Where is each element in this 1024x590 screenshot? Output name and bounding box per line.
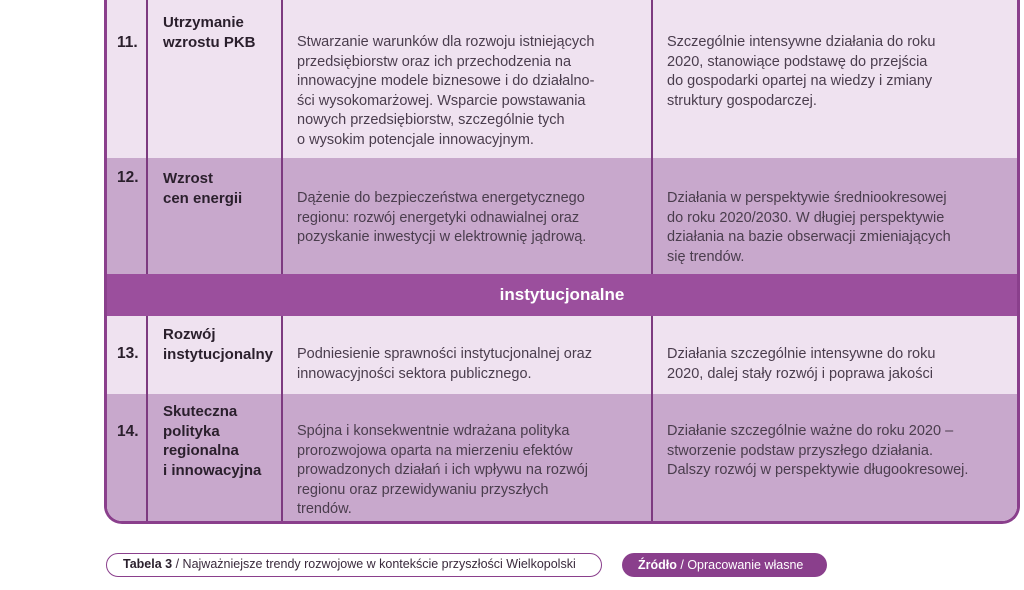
column-divider: [146, 316, 148, 524]
row-number: 14.: [117, 423, 139, 440]
row-number: 12.: [117, 169, 139, 186]
column-divider: [651, 316, 653, 524]
row-perspective: Działania w perspektywie średniookresowej do roku 2020/2030. W długiej perspektywie działania na bazie obserwacji zmieniających się trendów.: [667, 190, 951, 265]
row-title: Skuteczna polityka regionalna i innowacyjna: [163, 403, 262, 479]
row-number: 13.: [117, 345, 139, 362]
row-title: Wzrost cen energii: [163, 170, 243, 207]
caption-text: / Najważniejsze trendy rozwojowe w kontekście przyszłości Wielkopolski: [175, 557, 576, 571]
trends-table: [104, 0, 1020, 524]
row-title: Rozwój instytucjonalny: [163, 326, 274, 363]
column-divider: [146, 0, 148, 274]
row-description: Podniesienie sprawności instytucjonalnej oraz innowacyjności sektora publicznego.: [297, 346, 592, 382]
row-number: 11.: [117, 34, 138, 51]
source-text: / Opracowanie własne: [680, 558, 804, 572]
caption-label: Tabela 3: [123, 557, 173, 571]
row-perspective: Działanie szczególnie ważne do roku 2020 – stworzenie podstaw przyszłego działania. Dalszy rozwój w perspektywie długookresowej.: [667, 423, 969, 478]
column-divider: [651, 0, 653, 274]
row-title: Utrzymanie wzrostu PKB: [163, 14, 256, 51]
table-row-12: [107, 158, 1017, 274]
row-description: Dążenie do bezpieczeństwa energetycznego regionu: rozwój energetyki odnawialnej oraz pozyskanie inwestycji w elektrownię jądrową.: [297, 190, 587, 245]
table-row-11: [107, 0, 1017, 158]
row-description: Spójna i konsekwentnie wdrażana polityka prorozwojowa oparta na mierzeniu efektów prowadzonych działań i ich wpływu na rozwój regionu oraz przewidywaniu przyszłych trendów.: [297, 423, 588, 517]
row-perspective: Szczególnie intensywne działania do roku 2020, stanowiące podstawę do przejścia do gospodarki opartej na wiedzy i zmiany struktury gospodarczej.: [667, 34, 936, 109]
source-label: Źródło: [638, 558, 677, 572]
category-label: instytucjonalne: [499, 285, 625, 304]
source-badge: [622, 553, 827, 577]
table-caption: [106, 553, 602, 577]
column-divider: [281, 0, 283, 274]
category-row: [107, 274, 1017, 316]
table-row-13: [107, 316, 1017, 394]
column-divider: [281, 316, 283, 524]
table-row-14: [107, 394, 1017, 524]
row-description: Stwarzanie warunków dla rozwoju istniejących przedsiębiorstw oraz ich przechodzenia na innowacyjne modele biznesowe i do działalno- ści wysokomarżowej. Wsparcie powstawania nowych przedsiębiorstw, szczególnie tych o wysokim potencjale innowacyjnym.: [297, 34, 595, 148]
row-perspective: Działania szczególnie intensywne do roku 2020, dalej stały rozwój i poprawa jakości: [667, 346, 936, 382]
